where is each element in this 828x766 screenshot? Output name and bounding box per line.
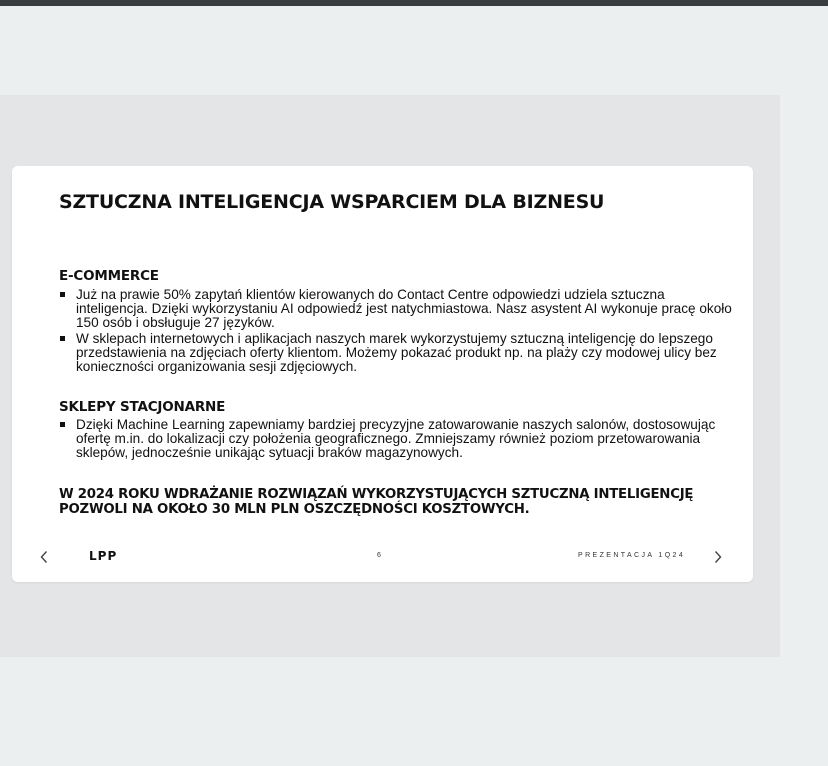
ecommerce-bullet-list — [59, 288, 739, 376]
list-item: W sklepach internetowych i aplikacjach naszych marek wykorzystujemy sztuczną inteligencję do lepszego przedstawienia na zdjęciach oferty klientom. Możemy pokazać produkt np. na plaży czy modowej ulicy bez konieczności organizowania sesji zdjęciowych. — [59, 332, 739, 374]
list-item: Już na prawie 50% zapytań klientów kierowanych do Contact Centre odpowiedzi udziela sztuczna inteligencja. Dzięki wykorzystaniu AI odpowiedź jest natychmiastowa. Nasz asystent AI wykonuje pracę około 150 osób i obsługuje 27 języków. — [59, 288, 739, 330]
page-number: 6 — [377, 552, 381, 559]
chevron-left-icon — [39, 550, 49, 564]
summary-statement: W 2024 ROKU WDRAŻANIE ROZWIĄZAŃ WYKORZYSTUJĄCYCH SZTUCZNĄ INTELIGENCJĘ POZWOLI NA OKOŁO 30 MLN PLN OSZCZĘDNOŚCI KOSZTOWYCH. — [59, 487, 694, 517]
stores-bullet-list — [59, 418, 739, 462]
section-heading-stores: SKLEPY STACJONARNE — [59, 399, 226, 415]
slide — [12, 166, 753, 582]
chevron-right-icon — [713, 550, 723, 564]
top-bar — [0, 0, 828, 6]
presentation-label: PREZENTACJA 1Q24 — [578, 552, 686, 559]
previous-slide-button[interactable] — [34, 547, 54, 567]
slide-title: SZTUCZNA INTELIGENCJA WSPARCIEM DLA BIZNESU — [59, 191, 605, 213]
section-heading-ecommerce: E-COMMERCE — [59, 268, 159, 284]
list-item: Dzięki Machine Learning zapewniamy bardziej precyzyjne zatowarowanie naszych salonów, dostosowując ofertę m.in. do lokalizacji czy położenia geograficznego. Zmniejszamy również poziom przetowarowania sklepów, jednocześnie unikając sytuacji braków magazynowych. — [59, 418, 739, 460]
company-logo: LPP — [89, 549, 118, 563]
next-slide-button[interactable] — [708, 547, 728, 567]
